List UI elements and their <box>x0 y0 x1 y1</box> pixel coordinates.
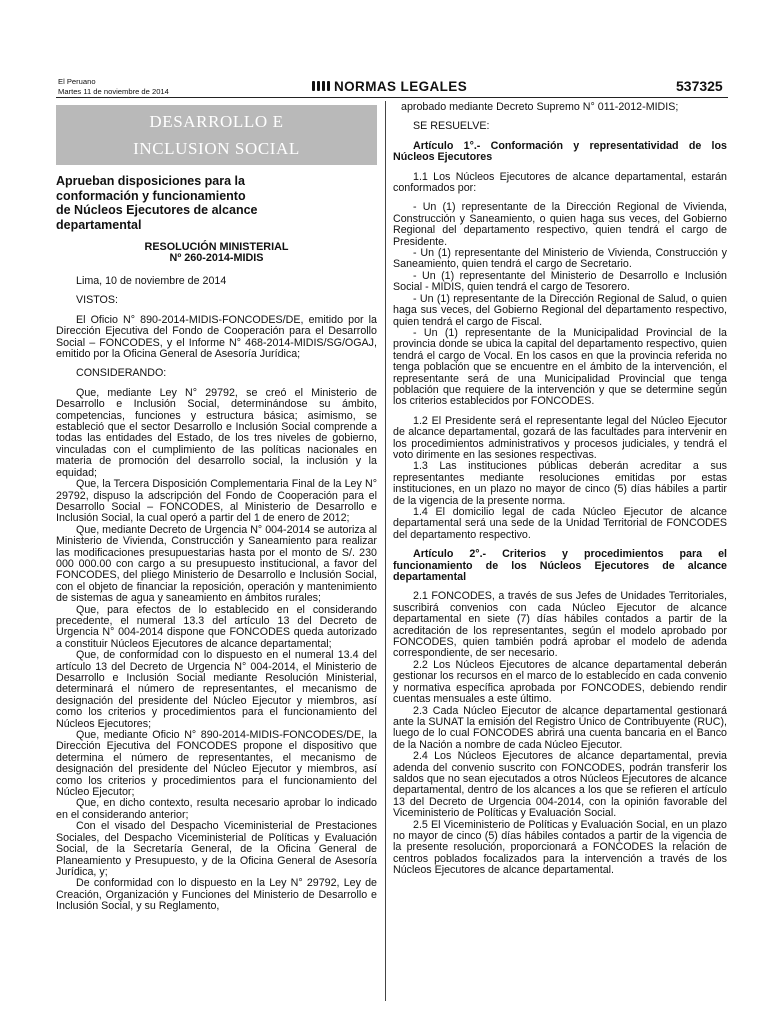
paragraph: Que, de conformidad con lo dispuesto en el numeral 13.4 del artículo 13 del Decreto de Urgencia N° 004-2014, el Ministerio de Desarrollo e Inclusión Social mediante Resolución Ministerial, determinará el número de representantes, el mecanismo de designación del presidente del Núcleo Ejecutor y miembros, así como los criterios y procedimientos para el funcionamiento del Núcleos Ejecutores; <box>56 649 377 730</box>
paragraph: Que, en dicho contexto, resulta necesario aprobar lo indicado en el considerando anterior; <box>56 797 377 821</box>
paragraph: 2.1 FONCODES, a través de sus Jefes de Unidades Territoriales, suscribirá convenios con cada Núcleo Ejecutor de alcance departamental en siete (7) días hábiles contados a partir de la acreditación de los representantes, según el modelo aprobado por FONCODES, quien también podrá aprobar el modelo de adenda correspondiente, de ser necesario. <box>393 590 727 660</box>
list-item: - Un (1) representante de la Municipalidad Provincial de la provincia donde se ubica la capital del departamento respectivo, quien tendrá el cargo de Vocal. En los casos en que la provincia referida no tenga población que se encuentre en el ámbito de la intervención, el representante será de una Municipalidad Provincial que tenga población que requiere de la intervención y que se determine según los criterios establecidos por FONCODES. <box>393 326 727 408</box>
paragraph: 1.4 El domicilio legal de cada Núcleo Ejecutor de alcance departamental será una sede de la Unidad Territorial de FONCODES del departamento respectivo. <box>393 506 727 541</box>
resolution-line-2: Nº 260-2014-MIDIS <box>169 252 264 264</box>
paragraph: Que, mediante Decreto de Urgencia N° 004-2014 se autoriza al Ministerio de Vivienda, Construcción y Saneamiento para realizar las modificaciones presupuestarias hasta por el monto de S/. 230 000 000.00 con cargo a su presupuesto institucional, a favor del FONCODES, del pliego Ministerio de Desarrollo e Inclusión Social, con el objeto de financiar la reposición, operación y mantenimiento de sistemas de agua y saneamiento en ámbitos rurales; <box>56 523 377 605</box>
left-column <box>56 102 377 913</box>
right-column <box>393 102 727 877</box>
resolution-heading <box>56 242 377 264</box>
list-item: - Un (1) representante del Ministerio de Vivienda, Construcción y Saneamiento, quien tendrá el cargo de Secretario. <box>393 247 727 271</box>
list-item: - Un (1) representante de la Dirección Regional de Salud, o quien haga sus veces, del Gobierno Regional del departamento respectivo, quien tendrá el cargo de Fiscal. <box>393 292 727 328</box>
paragraph: Que, mediante Ley N° 29792, se creó el Ministerio de Desarrollo e Inclusión Social, determinándose su ámbito, competencias, funciones y estructura básica; asimismo, se estableció que el sector Desarrollo e Inclusión Social comprende a todas las entidades del Estado, de los tres niveles de gobierno, vinculadas con el cumplimiento de las políticas nacionales en materia de promoción del desarrollo social, la inclusión y la equidad; <box>56 386 377 479</box>
section-line-2: INCLUSION SOCIAL <box>133 139 300 158</box>
masthead-left <box>58 77 169 97</box>
resolve-heading: SE RESUELVE: <box>413 120 490 133</box>
paragraph: Que, mediante Oficio N° 890-2014-MIDIS-FONCODES/DE, la Dirección Ejecutiva del FONCODES propone el dispositivo que determina el número de representantes, el mecanismo de designación del presidente del Núcleo Ejecutor y miembros, así como los criterios y procedimientos para el funcionamiento del Núcleo Ejecutor; <box>56 729 377 799</box>
article-2-heading: Artículo 2°.- Criterios y procedimientos para el funcionamiento de los Núcleos Ejecutores de alcance departamental <box>393 548 727 584</box>
considerando-heading: CONSIDERANDO: <box>76 367 167 380</box>
column-divider <box>385 101 386 1001</box>
paragraph: 2.4 Los Núcleos Ejecutores de alcance departamental, previa adenda del convenio suscrito con FONCODES, podrán transferir los saldos que no sean ejecutados a otros Núcleos Ejecutores de alcance departamental, dentro de los alcances a los que se refieren el artículo 13 del Decreto de Urgencia 004-2014, con la opinión favorable del Viceministerio de Políticas y Evaluación Social. <box>393 750 727 820</box>
vistos-heading: VISTOS: <box>76 294 118 307</box>
section-line-1: DESARROLLO E <box>149 112 284 131</box>
title-line: de Núcleos Ejecutores de alcance <box>56 203 258 217</box>
paragraph: Con el visado del Despacho Viceministerial de Prestaciones Sociales, del Despacho Viceministerial de Políticas y Evaluación Social, de la Secretaría General, de la Oficina General de Planeamiento y Presupuesto, y de la Oficina General de Asesoría Jurídica, y; <box>56 820 377 878</box>
header-divider <box>56 97 728 98</box>
paragraph: 1.2 El Presidente será el representante legal del Núcleo Ejecutor de alcance departamental, gozará de las facultades para intervenir en los procedimientos administrativos y procesos judiciales, y tendrá el voto dirimente en las sesiones respectivas. <box>393 414 727 461</box>
paragraph: Que, la Tercera Disposición Complementaria Final de la Ley N° 29792, dispuso la adscripción del Fondo de Cooperación para el Desarrollo Social – FONCODES, al Ministerio de Desarrollo e Inclusión Social, la cual operó a partir del 1 de enero de 2012; <box>56 478 377 525</box>
title-line: departamental <box>56 217 142 232</box>
coat-of-arms-icon <box>312 80 330 92</box>
masthead-brand <box>312 79 467 93</box>
paragraph: aprobado mediante Decreto Supremo N° 011-2012-MIDIS; <box>401 101 679 113</box>
document-title <box>56 174 377 232</box>
paragraph: 2.2 Los Núcleos Ejecutores de alcance departamental deberán gestionar los recursos en el marco de lo establecido en cada convenio y normativa específica aprobada por FONCODES, debiendo rendir cuentas mensuales a este último. <box>393 658 727 706</box>
paragraph: De conformidad con lo dispuesto en la Ley N° 29792, Ley de Creación, Organización y Funciones del Ministerio de Desarrollo e Inclusión Social, y su Reglamento, <box>56 877 377 913</box>
place-date: Lima, 10 de noviembre de 2014 <box>76 275 227 287</box>
paragraph: 1.3 Las instituciones públicas deberán acreditar a sus representantes mediante resoluciones emitidas por estas instituciones, en un plazo no mayor de cinco (5) días hábiles a partir de la vigencia de la presente norma. <box>393 460 727 507</box>
list-item: - Un (1) representante del Ministerio de Desarrollo e Inclusión Social - MIDIS, quien tendrá el cargo de Tesorero. <box>393 269 727 294</box>
list-item: - Un (1) representante de la Dirección Regional de Vivienda, Construcción y Saneamiento, o quien haga sus veces, del Gobierno Regional del departamento respectivo, quien tendrá el cargo de Presidente. <box>393 201 727 248</box>
page-number: 537325 <box>676 78 723 94</box>
brand-name: NORMAS LEGALES <box>334 78 468 94</box>
paragraph: Que, para efectos de lo establecido en el considerando precedente, el numeral 13.3 del artículo 13 del Decreto de Urgencia N° 004-2014 dispone que FONCODES queda autorizado a constituir Núcleos Ejecutores de alcance departamental; <box>56 603 377 650</box>
paragraph: 2.3 Cada Núcleo Ejecutor de alcance departamental gestionará ante la SUNAT la emisión del Registro Único de Contribuyente (RUC), luego de lo cual FONCODES abrirá una cuenta bancaria en el Banco de la Nación a nombre de cada Núcleo Ejecutor. <box>393 704 727 751</box>
resolution-line-1: RESOLUCIÓN MINISTERIAL <box>144 241 289 253</box>
paragraph: 2.5 El Viceministerio de Políticas y Evaluación Social, en un plazo no mayor de cinco (5) días hábiles contados a partir de la vigencia de la presente resolución, proporcionará a FONCODES la relación de centros poblados focalizados para la intervención a través de los Núcleos Ejecutores de alcance departamental. <box>393 818 727 877</box>
paragraph: El Oficio N° 890-2014-MIDIS-FONCODES/DE, emitido por la Dirección Ejecutiva del Fondo de Cooperación para el Desarrollo Social – FONCODES, y el Informe N° 468-2014-MIDIS/SG/OGAJ, emitido por la Oficina General de Asesoría Jurídica; <box>56 313 377 361</box>
paragraph: 1.1 Los Núcleos Ejecutores de alcance departamental, estarán conformados por: <box>393 170 727 195</box>
section-banner <box>56 105 377 165</box>
publisher-name: El Peruano <box>58 77 96 86</box>
title-line: conformación y funcionamiento <box>56 188 246 203</box>
article-1-heading: Artículo 1°.- Conformación y representatividad de los Núcleos Ejecutores <box>393 139 727 164</box>
title-line: Aprueban disposiciones para la <box>56 174 245 188</box>
publication-date: Martes 11 de noviembre de 2014 <box>58 87 169 96</box>
